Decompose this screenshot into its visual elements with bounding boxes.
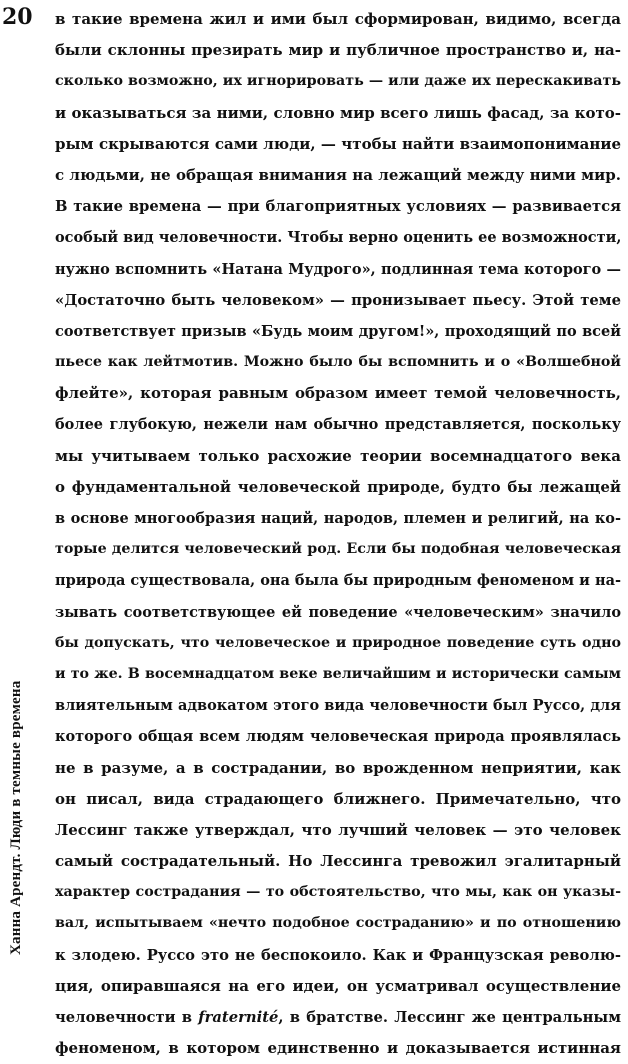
text-line: характер сострадания — то обстоятельство, что мы, как он указы- — [55, 884, 621, 901]
text-line: вал, испытываем «нечто подобное состраданию» и по отношению — [55, 915, 621, 932]
text-line: бы допускать, что человеческое и природное поведение суть одно — [55, 634, 621, 651]
text-line-with-italic — [55, 1002, 621, 1033]
text-line: которого общая всем людям человеческая природа проявлялась — [55, 728, 621, 746]
text-line: влиятельным адвокатом этого вида человечности был Руссо, для — [55, 697, 621, 715]
text-segment: , в братстве. Лессинг же центральным — [278, 1009, 622, 1026]
text-line: к злодею. Руссо это не беспокоило. Как и Французская револю- — [55, 946, 621, 964]
text-line: не в разуме, а в сострадании, во врожденном неприятии, как — [55, 758, 621, 777]
text-line: пьесе как лейтмотив. Можно было бы вспомнить и о «Волшебной — [55, 354, 621, 371]
text-line: В такие времена — при благоприятных условиях — развивается — [55, 198, 621, 216]
body-text — [55, 4, 621, 1064]
text-line: самый сострадательный. Но Лессинга тревожил эгалитарный — [55, 852, 621, 871]
text-line: соответствует призыв «Будь моим другом!», проходящий по всей — [55, 322, 621, 340]
text-line: и оказываться за ними, словно мир всего лишь фасад, за кото- — [55, 103, 621, 122]
text-line: нужно вспомнить «Натана Мудрого», подлинная тема которого — — [55, 260, 621, 278]
text-line: рым скрываются сами люди, — чтобы найти взаимопонимание — [55, 134, 621, 153]
text-line: в основе многообразия наций, народов, племен и религий, на ко- — [55, 510, 621, 527]
text-line: о фундаментальной человеческой природе, будто бы лежащей — [55, 477, 621, 496]
text-line: в такие времена жил и ими был сформирован, видимо, всегда — [55, 10, 621, 28]
text-line: флейте», которая равным образом имеет темой человечность, — [55, 384, 621, 403]
text-line: и то же. В восемнадцатом веке величайшим и исторически самым — [55, 665, 621, 682]
text-line: сколько возможно, их игнорировать — или даже их перескакивать — [55, 73, 621, 90]
text-line: он писал, вида страдающего ближнего. Примечательно, что — [55, 789, 621, 808]
text-segment: человечности в — [55, 1009, 199, 1026]
text-line: «Достаточно быть человеком» — пронизывает пьесу. Этой теме — [55, 291, 621, 309]
text-line: зывать соответствующее ей поведение «человеческим» значило — [55, 603, 621, 621]
text-line: феноменом, в котором единственно и доказывается истинная — [55, 1039, 621, 1058]
running-head: Ханна Арендт. Люди в темные времена — [8, 680, 24, 955]
text-line: особый вид человечности. Чтобы верно оценить ее возможности, — [55, 229, 622, 247]
text-line: торые делится человеческий род. Если бы подобная человеческая — [55, 541, 621, 558]
text-line: природа существовала, она была бы природным феноменом и на- — [55, 572, 621, 590]
text-line: ция, опиравшаяся на его идеи, он усматривал осуществление — [55, 976, 621, 995]
italic-term-fraternite: fraternité — [198, 1009, 279, 1026]
text-line: Лессинг также утверждал, что лучший человек — это человек — [55, 820, 621, 839]
text-line: мы учитываем только расхожие теории восемнадцатого века — [55, 446, 621, 465]
text-line: с людьми, не обращая внимания на лежащий между ними мир. — [55, 165, 621, 184]
page-number: 20 — [2, 4, 33, 30]
text-line: были склонны презирать мир и публичное пространство и, на- — [55, 41, 621, 60]
text-line: более глубокую, нежели нам обычно представляется, поскольку — [55, 416, 621, 434]
